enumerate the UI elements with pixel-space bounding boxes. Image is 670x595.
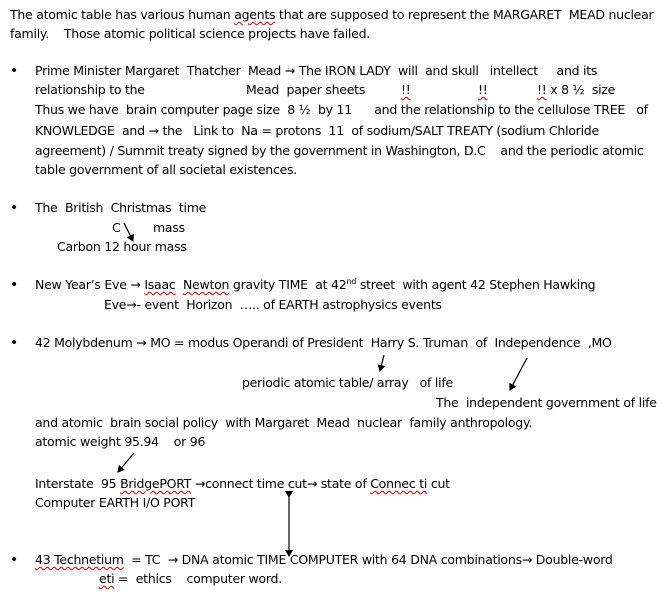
item-text: The IRON LADY will and skull intellect and its (294, 63, 598, 78)
item-text: state of (317, 476, 371, 491)
superscript: nd (346, 276, 357, 286)
item-text: gravity TIME at 42 (229, 277, 347, 292)
item-text: connect time cut (205, 476, 307, 491)
item-text: Double-word (532, 552, 613, 567)
item2-line-3: Carbon 12 hour mass (57, 239, 187, 254)
bullet-icon: • (10, 277, 19, 293)
spellcheck-word[interactable]: 43 Technetium (35, 552, 124, 567)
item-text: = ethics computer word. (114, 571, 282, 586)
bullet-icon: • (10, 63, 19, 79)
bullet-icon: • (10, 552, 19, 568)
arrow-96-to-interstate (118, 453, 134, 472)
spellcheck-word[interactable]: agents (234, 7, 276, 22)
arrow-right-icon: → (130, 277, 141, 292)
spellcheck-word[interactable]: Isaac (144, 277, 176, 292)
item-text: x 8 ½ size (546, 82, 616, 97)
item-text: = TC (123, 552, 168, 567)
spellcheck-word[interactable]: eti (99, 571, 115, 586)
item1-line-5: agreement) / Summit treaty signed by the government in Washington, D.C and the periodic atomic (35, 143, 644, 158)
arrow-right-icon: → (194, 476, 206, 491)
intro-line-2: family. Those atomic political science projects have failed. (10, 26, 371, 41)
item-text: - event Horizon ….. of EARTH astrophysics events (136, 297, 442, 312)
item1-line-2-b: Mead paper sheets (246, 82, 366, 97)
ditto-mark[interactable]: !! (478, 82, 488, 97)
item1-line-2-a: relationship to the (35, 82, 145, 97)
item4-line-5: atomic weight 95.94 or 96 (35, 434, 206, 449)
arrow-right-icon: → (306, 476, 318, 491)
item4-line-3: The independent government of life (436, 395, 657, 410)
item4-line-2: periodic atomic table/ array of life (242, 375, 453, 390)
spellcheck-word[interactable]: Connec ti (370, 476, 428, 491)
item4-line-4: and atomic brain social policy with Margaret Mead nuclear family anthropology. (35, 415, 533, 430)
arrow-independence-to-government (510, 358, 527, 390)
item-text: 42 Molybdenum (35, 335, 137, 350)
arrow-right-icon: → (521, 552, 533, 567)
item4-line-7: Computer EARTH I/O PORT (35, 495, 196, 510)
arrow-right-icon: → (136, 335, 147, 350)
arrow-truman-to-array (380, 355, 384, 371)
item-text: Eve (104, 297, 127, 312)
intro-text: The atomic table has various human (10, 7, 231, 22)
bullet-icon: • (10, 335, 19, 351)
item-text: Prime Minister Margaret Thatcher Mead (35, 63, 285, 78)
spellcheck-word[interactable]: BridgePORT (120, 476, 192, 491)
item-text: MO = modus Operandi of President Harry S. Truman of Independence ,MO (146, 335, 612, 350)
item1-line-6: table government of all societal existences. (35, 162, 298, 177)
item-text: cut (427, 476, 450, 491)
item2-carbon-letter: C (112, 220, 121, 235)
item1-line-3: Thus we have brain computer page size 8 ½ by 11 and the relationship to the cellulose TREE of (35, 102, 648, 117)
arrow-carbon-to-hour (124, 223, 133, 241)
item-text: KNOWLEDGE and (35, 123, 149, 138)
item-text: Interstate 95 (35, 476, 121, 491)
item-text: the Link to Na = protons 11 of sodium/SALT TREATY (sodium Chloride (158, 123, 599, 138)
item-text: street with agent 42 Stephen Hawking (356, 277, 596, 292)
ditto-mark[interactable]: !! (401, 82, 411, 97)
bullet-icon: • (10, 200, 19, 216)
arrow-right-icon: → (167, 552, 178, 567)
intro-text: that are supposed to represent the MARGARET MEAD nuclear (275, 7, 654, 22)
arrow-right-icon: → (148, 123, 159, 138)
arrow-right-icon: → (284, 63, 295, 78)
spellcheck-word[interactable]: Newton (182, 277, 230, 292)
item-text: DNA atomic TIME COMPUTER with 64 DNA combinations (177, 552, 522, 567)
ditto-mark[interactable]: !! (537, 82, 547, 97)
item-text: New Year’s Eve (35, 277, 131, 292)
item2-mass-label: mass (153, 220, 185, 235)
arrow-right-icon: → (126, 297, 137, 312)
item2-line-1: The British Christmas time (35, 200, 207, 215)
